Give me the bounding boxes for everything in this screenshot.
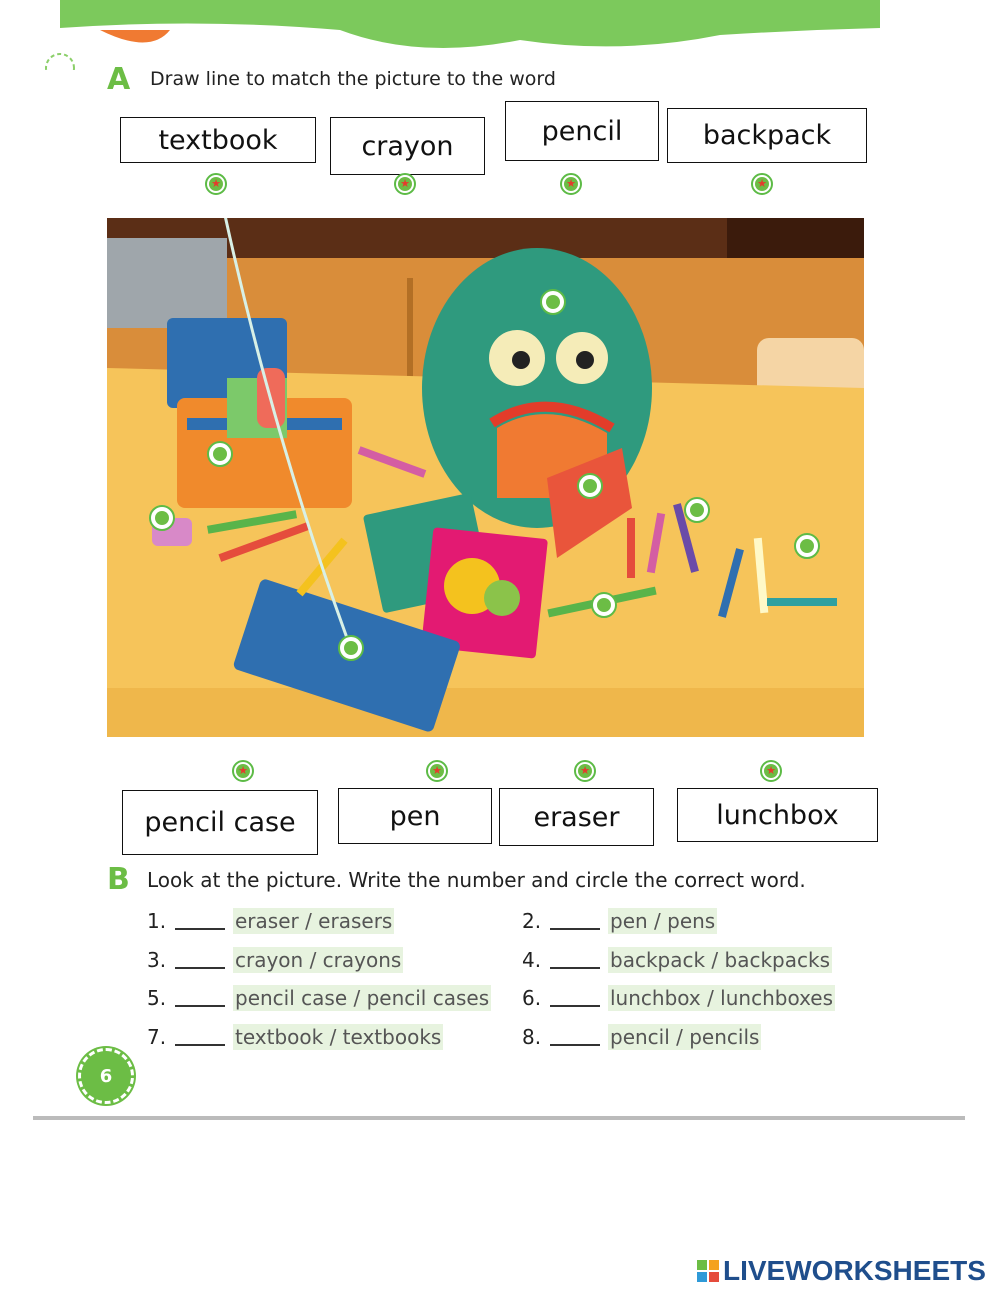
star-icon: ★ <box>564 177 578 191</box>
section-a-letter: A <box>107 62 131 97</box>
answer-blank[interactable] <box>175 989 225 1007</box>
section-a-instruction: Draw line to match the picture to the word <box>150 68 556 90</box>
word-choice[interactable]: lunchbox / lunchboxes <box>610 986 834 1010</box>
exercise-item-3: 3. crayon / crayons <box>147 948 402 972</box>
word-box-pencil-case[interactable]: pencil case <box>122 790 318 855</box>
word-choice[interactable]: pen / pens <box>610 909 716 933</box>
match-dot-bottom-1[interactable] <box>232 760 254 782</box>
word-box-pen[interactable]: pen <box>338 788 492 844</box>
star-icon: ★ <box>755 177 769 191</box>
match-dot-top-1[interactable] <box>205 173 227 195</box>
match-dot-bottom-4[interactable] <box>760 760 782 782</box>
star-icon: ★ <box>578 764 592 778</box>
word-box-pencil[interactable]: pencil <box>505 101 659 161</box>
answer-blank[interactable] <box>175 951 225 969</box>
answer-blank[interactable] <box>550 951 600 969</box>
match-dot-top-3[interactable] <box>560 173 582 195</box>
word-box-backpack[interactable]: backpack <box>667 108 867 163</box>
word-box-textbook[interactable]: textbook <box>120 117 316 163</box>
word-box-lunchbox[interactable]: lunchbox <box>677 788 878 842</box>
answer-blank[interactable] <box>175 912 225 930</box>
match-dot-top-4[interactable] <box>751 173 773 195</box>
section-b-letter: B <box>107 862 130 897</box>
exercise-item-1: 1. eraser / erasers <box>147 909 393 933</box>
logo-text: LIVEWORKSHEETS <box>723 1255 986 1286</box>
answer-blank[interactable] <box>175 1028 225 1046</box>
word-choice[interactable]: pencil case / pencil cases <box>235 986 490 1010</box>
word-box-crayon[interactable]: crayon <box>330 117 485 175</box>
word-choice[interactable]: backpack / backpacks <box>610 948 830 972</box>
word-box-eraser[interactable]: eraser <box>499 788 654 846</box>
section-b-instruction: Look at the picture. Write the number and circle the correct word. <box>147 868 806 892</box>
top-banner <box>0 0 1000 70</box>
answer-blank[interactable] <box>550 989 600 1007</box>
match-dot-bottom-3[interactable] <box>574 760 596 782</box>
exercise-item-7: 7. textbook / textbooks <box>147 1025 442 1049</box>
word-choice[interactable]: eraser / erasers <box>235 909 393 933</box>
answer-blank[interactable] <box>550 912 600 930</box>
exercise-item-8: 8. pencil / pencils <box>522 1025 760 1049</box>
star-icon: ★ <box>236 764 250 778</box>
word-choice[interactable]: pencil / pencils <box>610 1025 760 1049</box>
page-number-badge: 6 <box>78 1048 134 1104</box>
exercise-item-6: 6. lunchbox / lunchboxes <box>522 986 834 1010</box>
star-icon: ★ <box>764 764 778 778</box>
star-icon: ★ <box>430 764 444 778</box>
word-choice[interactable]: crayon / crayons <box>235 948 402 972</box>
logo-mark-icon <box>697 1260 719 1282</box>
star-icon: ★ <box>209 177 223 191</box>
match-dot-top-2[interactable] <box>394 173 416 195</box>
liveworksheets-logo <box>697 1255 986 1287</box>
exercise-item-4: 4. backpack / backpacks <box>522 948 830 972</box>
school-supplies-illustration <box>107 218 864 737</box>
word-choice[interactable]: textbook / textbooks <box>235 1025 442 1049</box>
page-divider <box>33 1116 965 1120</box>
exercise-item-5: 5. pencil case / pencil cases <box>147 986 490 1010</box>
answer-blank[interactable] <box>550 1028 600 1046</box>
exercise-item-2: 2. pen / pens <box>522 909 716 933</box>
star-icon: ★ <box>398 177 412 191</box>
match-dot-bottom-2[interactable] <box>426 760 448 782</box>
